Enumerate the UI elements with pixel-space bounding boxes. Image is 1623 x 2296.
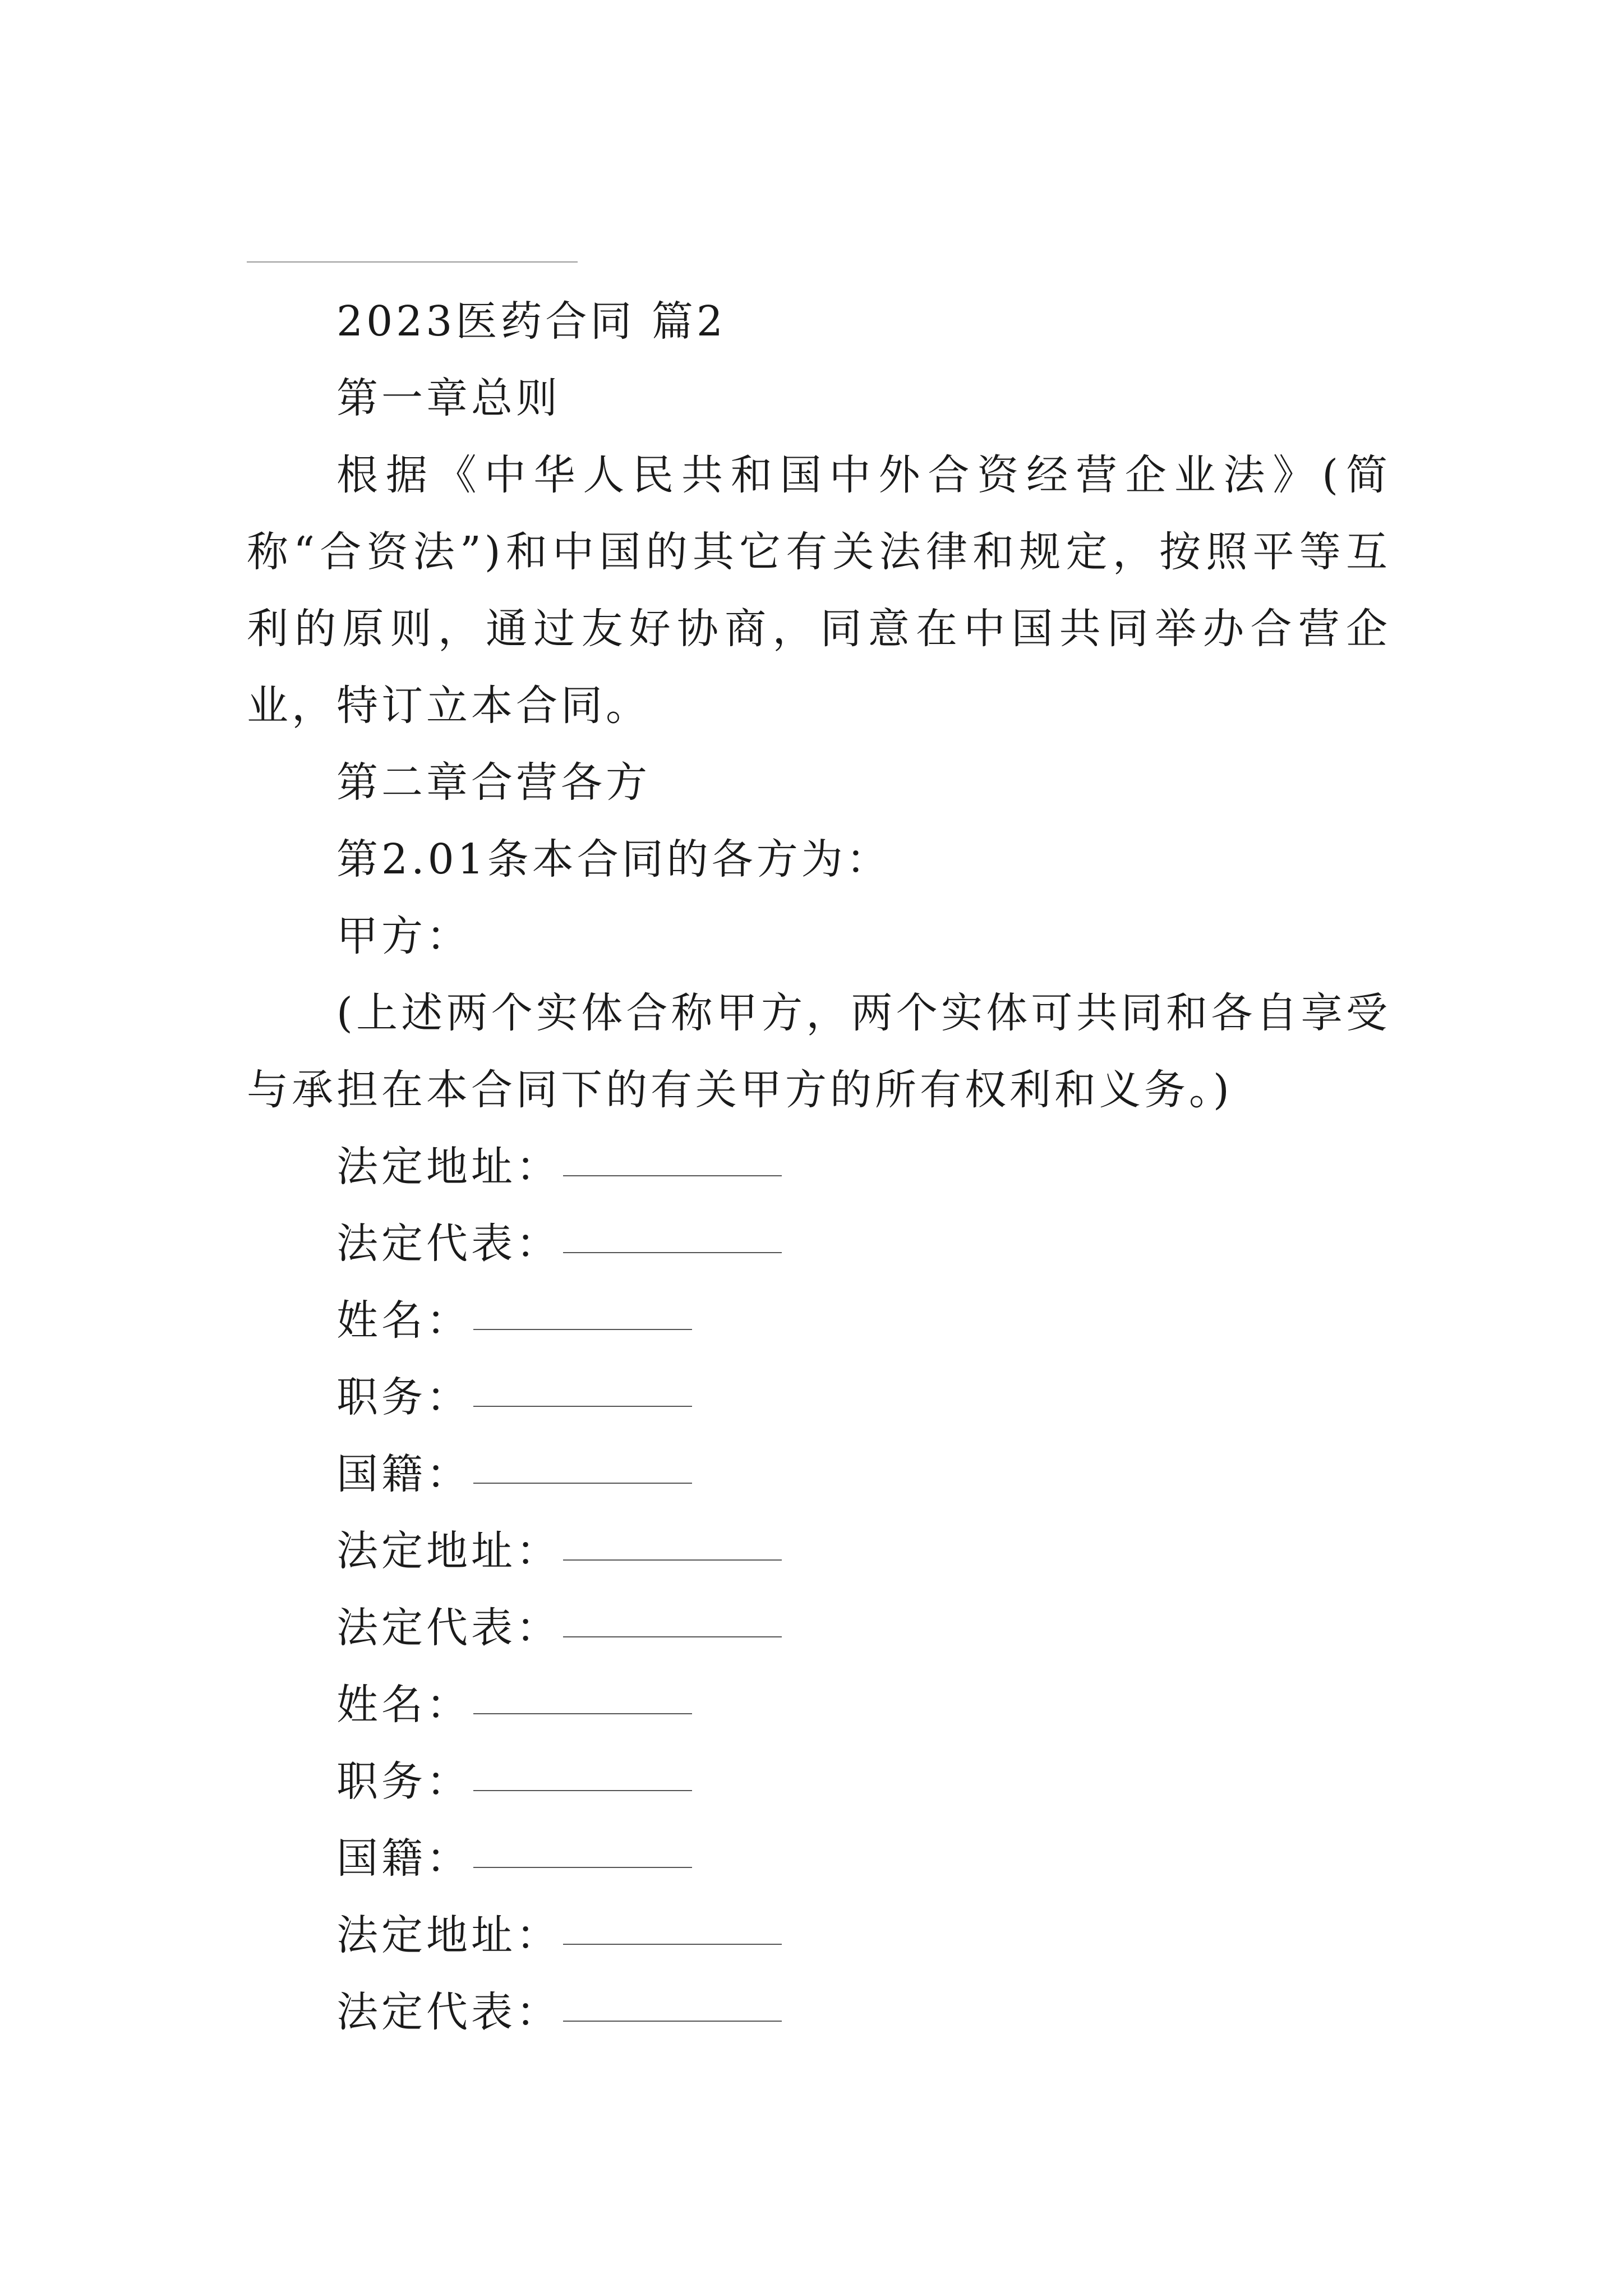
fill-in-blank [563, 1175, 782, 1176]
fill-in-blank [563, 1252, 782, 1253]
document-body [247, 283, 1391, 2051]
field-row [247, 1129, 1391, 1205]
field-label: 姓名： [336, 1681, 471, 1729]
field-row [247, 1667, 1391, 1743]
field-row [247, 1974, 1391, 2051]
field-label: 职务： [336, 1757, 471, 1806]
field-row [247, 1590, 1391, 1667]
field-row [247, 1897, 1391, 1974]
field-label: 法定地址： [336, 1911, 561, 1959]
field-row [247, 1743, 1391, 1820]
field-label: 国籍： [336, 1450, 471, 1498]
fill-in-blank [473, 1329, 692, 1330]
field-row [247, 1513, 1391, 1590]
document-heading: 2023医药合同 篇2 [336, 297, 726, 346]
party-a-note: (上述两个实体合称甲方，两个实体可共同和各自享受与承担在本合同下的有关甲方的所有权利和义务。) [247, 989, 1391, 1114]
fill-in-blank [473, 1790, 692, 1791]
field-label: 法定代表： [336, 1604, 561, 1652]
header-rule [247, 261, 578, 263]
fill-in-blank [563, 1559, 782, 1561]
article-2-01: 第2.01条本合同的各方为： [336, 835, 891, 884]
field-label: 法定地址： [336, 1143, 561, 1191]
fill-in-blank [563, 1636, 782, 1637]
fill-in-blank [473, 1406, 692, 1407]
party-a-label: 甲方： [336, 912, 471, 960]
field-label: 法定地址： [336, 1527, 561, 1575]
chapter-1-title: 第一章总则 [336, 374, 561, 422]
fill-in-blank [563, 2021, 782, 2022]
fill-in-blank [563, 1944, 782, 1945]
chapter-2-title: 第二章合营各方 [336, 758, 651, 807]
field-label: 法定代表： [336, 1988, 561, 2036]
chapter-1-body: 根据《中华人民共和国中外合资经营企业法》(简称“合资法”)和中国的其它有关法律和规定，按照平等互利的原则，通过友好协商，同意在中国共同举办合营企业，特订立本合同。 [247, 451, 1391, 730]
field-label: 国籍： [336, 1834, 471, 1883]
field-row [247, 1359, 1391, 1436]
field-label: 法定代表： [336, 1220, 561, 1268]
field-row [247, 1205, 1391, 1282]
field-label: 姓名： [336, 1296, 471, 1345]
fill-in-blank [473, 1483, 692, 1484]
fill-in-blank [473, 1867, 692, 1868]
field-label: 职务： [336, 1373, 471, 1421]
field-row [247, 1282, 1391, 1359]
fill-in-blank [473, 1713, 692, 1714]
field-row [247, 1820, 1391, 1897]
field-row [247, 1436, 1391, 1513]
